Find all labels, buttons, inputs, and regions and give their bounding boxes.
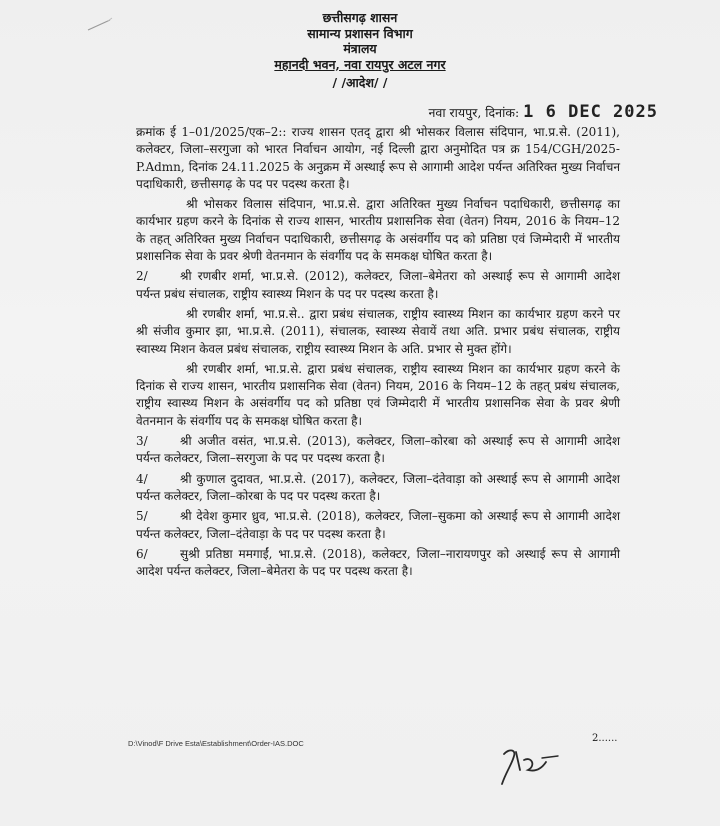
paragraph-number: 6/: [136, 546, 148, 561]
paragraph-line: नियम–12 के तहत् प्रबंध संचालक, राष्ट्रीय स्वास्थ्य मिशन के असंवर्गीय पद को प्रतिष्ठा एवं: [136, 379, 620, 411]
signature: [498, 742, 570, 790]
paragraph-number: 4/: [136, 471, 148, 486]
paragraph-line: आगामी आदेश पर्यन्त कलेक्टर, जिला–कोरबा के पद पर पदस्थ करता है।: [136, 471, 620, 503]
page-continuation: 2......: [592, 733, 618, 744]
date-line: [428, 102, 658, 122]
paragraph-line: छत्तीसगढ़ का कार्यभार ग्रहण करने के दिनांक से राज्य शासन, भारतीय प्रशासनिक सेवा (वेतन): [136, 197, 620, 229]
office-address: महानदी भवन, नवा रायपुर अटल नगर: [274, 56, 446, 72]
department-name: सामान्य प्रशासन विभाग: [307, 25, 413, 41]
paragraph-line: आदेश पर्यन्त कलेक्टर, जिला–सरगुजा के पद पर पदस्थ करता है।: [136, 434, 620, 466]
letterhead: [0, 10, 720, 91]
paragraph-line: संवर्गीय पद के समकक्ष घोषित करता है।: [320, 249, 493, 264]
paragraph-line: आदेश पर्यन्त प्रबंध संचालक, राष्ट्रीय स्वास्थ्य मिशन के पद पर पदस्थ करता है।: [136, 269, 620, 301]
paragraph-line: सुश्री प्रतिष्ठा ममगाईं, भा.प्र.से. (2018), कलेक्टर, जिला–नारायणपुर को अस्थाई रूप से: [180, 546, 582, 561]
order-body: [136, 124, 620, 580]
paragraph-line: क्रमांक ई 1–01/2025/एक–2:: राज्य शासन एतद् द्वारा श्री भोसकर विलास संदिपान,: [136, 125, 528, 139]
paragraph: [136, 361, 620, 430]
numbered-paragraph: [136, 508, 620, 543]
paragraph: [136, 124, 620, 193]
file-path: D:\Vinod\F Drive Esta\Establishment\Order-IAS.DOC: [128, 739, 304, 748]
paragraph-line: भा.प्र.से. (2011), कलेक्टर, जिला–सरगुजा को भारत निर्वाचन आयोग, नई दिल्ली द्वारा: [136, 125, 620, 157]
paragraph-line: असंवर्गीय पद को प्रतिष्ठा एवं जिम्मेदारी में भारतीय प्रशासनिक सेवा के प्रवर श्रेणी वेतनमान के: [136, 231, 620, 264]
paragraph-line: ग्रहण करने के दिनांक से राज्य शासन, भारतीय प्रशासनिक सेवा (वेतन) नियम, 2016 के: [136, 361, 620, 394]
paragraph-line: ग्रहण करने पर श्री संजीव कुमार झा, भा.प्र.से. (2011), संचालक, स्वास्थ्य सेवायें तथा अति.: [136, 306, 620, 339]
paragraph-line: श्री अजीत वसंत, भा.प्र.से. (2013), कलेक्टर, जिला–कोरबा को अस्थाई रूप से आगामी: [180, 434, 588, 449]
paragraph-line: अनुमोदित पत्र क्र 154/CGH/2025-P.Admn, दिनांक 24.11.2025 के अनुक्रम में अस्थाई रूप से: [136, 142, 620, 174]
ministry-name: मंत्रालय: [343, 41, 377, 56]
paragraph-line: आगामी आदेश पर्यन्त कलेक्टर, जिला–दंतेवाड़ा के पद पर पदस्थ करता है।: [136, 509, 620, 541]
paragraph-number: 2/: [136, 269, 148, 284]
paragraph: [136, 306, 620, 358]
paragraph-line: करता है।: [323, 413, 363, 428]
order-title: / /आदेश/ /: [332, 75, 388, 90]
paragraph-line: श्री भोसकर विलास संदिपान, भा.प्र.से. द्वारा अतिरिक्त मुख्य निर्वाचन पदाधिकारी,: [186, 197, 555, 212]
numbered-paragraph: [136, 268, 620, 303]
paragraph-number: 5/: [136, 509, 148, 524]
paragraph-line: है।: [338, 176, 350, 191]
paragraph-number: 3/: [136, 434, 148, 449]
place-label: नवा रायपुर, दिनांक:: [428, 105, 520, 120]
paragraph-line: आगामी आदेश पर्यन्त अतिरिक्त मुख्य निर्वाचन पदाधिकारी, छत्तीसगढ़ के पद पर पदस्थ करता: [136, 159, 621, 191]
paragraph-line: श्री रणबीर शर्मा, भा.प्र.से. द्वारा प्रबंध संचालक, राष्ट्रीय स्वास्थ्य मिशन का कार्यभार: [186, 361, 553, 376]
paragraph-line: प्रभार प्रबंध संचालक, राष्ट्रीय स्वास्थ्य मिशन केवल प्रबंध संचालक, राष्ट्रीय स्वास्थ्य मिशन के: [136, 324, 620, 356]
paragraph-line: आगामी आदेश पर्यन्त कलेक्टर, जिला–बेमेतरा के पद पर पदस्थ करता है।: [136, 546, 620, 579]
paragraph-line: श्री कुणाल दुदावत, भा.प्र.से. (2017), कलेक्टर, जिला–दंतेवाड़ा को अस्थाई रूप से: [180, 471, 552, 486]
date-stamp: 1 6 DEC 2025: [523, 102, 658, 122]
numbered-paragraph: [136, 546, 620, 581]
paragraph-line: अति. प्रभार से मुक्त होंगे।: [400, 341, 512, 356]
paragraph-line: श्री रणबीर शर्मा, भा.प्र.से. (2012), कलेक्टर, जिला–बेमेतरा को अस्थाई रूप से आगामी: [180, 269, 588, 284]
government-name: छत्तीसगढ़ शासन: [322, 10, 398, 25]
numbered-paragraph: [136, 433, 620, 468]
paragraph-line: श्री देवेश कुमार ध्रुव, भा.प्र.से. (2018), कलेक्टर, जिला–सुकमा को अस्थाई रूप से: [180, 509, 552, 524]
paragraph-line: श्री रणबीर शर्मा, भा.प्र.से.. द्वारा प्रबंध संचालक, राष्ट्रीय स्वास्थ्य मिशन का कार्यभार: [186, 306, 552, 321]
paragraph: [136, 196, 620, 265]
paragraph-line: जिम्मेदारी में भारतीय प्रशासनिक सेवा के प्रवर श्रेणी वेतनमान के संवर्गीय पद के समकक्ष घोषित: [136, 396, 620, 428]
paragraph-line: नियम, 2016 के नियम–12 के तहत् अतिरिक्त मुख्य निर्वाचन पदाधिकारी, छत्तीसगढ़ के: [136, 214, 620, 246]
numbered-paragraph: [136, 471, 620, 506]
